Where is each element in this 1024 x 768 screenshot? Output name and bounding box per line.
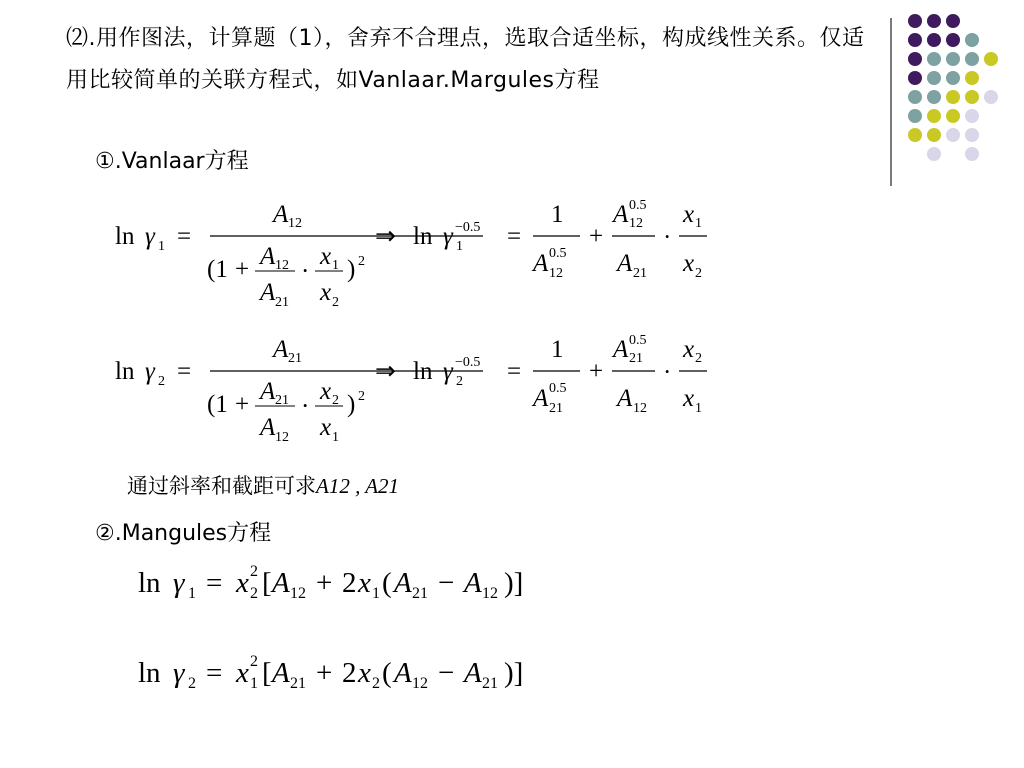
decorative-dot [927, 147, 941, 161]
svg-text:2: 2 [342, 567, 357, 599]
svg-text:12: 12 [629, 216, 643, 231]
svg-text:x: x [683, 336, 695, 363]
decorative-dot [927, 33, 941, 47]
svg-text:0.5: 0.5 [549, 381, 567, 396]
svg-text:+: + [316, 657, 333, 689]
svg-text:−0.5: −0.5 [455, 220, 481, 235]
svg-text:+: + [589, 223, 604, 250]
svg-text:2: 2 [372, 675, 380, 692]
svg-text:A: A [464, 657, 482, 689]
svg-text:x: x [683, 201, 695, 228]
svg-text:−0.5: −0.5 [455, 355, 481, 370]
decorative-dot [946, 90, 960, 104]
svg-text:21: 21 [275, 295, 289, 310]
svg-text:12: 12 [275, 430, 289, 445]
svg-text:2: 2 [695, 351, 702, 366]
svg-text:1: 1 [372, 585, 380, 602]
svg-text:A: A [617, 385, 633, 412]
svg-text:12: 12 [482, 585, 498, 602]
vanlaar-equation-2 [115, 330, 725, 455]
decorative-dot [946, 14, 960, 28]
svg-text:x: x [683, 250, 695, 277]
decorative-dot [927, 109, 941, 123]
svg-text:=: = [177, 358, 192, 385]
svg-text:x: x [320, 378, 332, 405]
svg-text:=: = [206, 657, 223, 689]
svg-text:(1: (1 [207, 256, 228, 283]
decorative-dot [908, 90, 922, 104]
svg-text:⇒: ⇒ [375, 358, 396, 385]
svg-text:1: 1 [332, 430, 339, 445]
svg-text:21: 21 [290, 675, 306, 692]
svg-text:2: 2 [250, 563, 258, 580]
svg-text:1: 1 [250, 675, 258, 692]
decorative-dot [908, 14, 922, 28]
svg-text:ln: ln [115, 223, 135, 250]
svg-text:A: A [260, 243, 276, 270]
svg-text:x: x [683, 385, 695, 412]
svg-text:ln: ln [413, 223, 433, 250]
svg-text:1: 1 [551, 201, 564, 228]
svg-text:⇒: ⇒ [375, 223, 396, 250]
svg-text:)]: )] [504, 657, 524, 689]
svg-text:A: A [273, 336, 289, 363]
svg-text:γ: γ [443, 358, 453, 385]
svg-text:·: · [301, 393, 310, 420]
svg-text:2: 2 [358, 254, 365, 269]
svg-text:21: 21 [275, 393, 289, 408]
svg-text:21: 21 [288, 351, 302, 366]
vertical-divider [890, 18, 892, 186]
svg-text:12: 12 [633, 401, 647, 416]
svg-text:=: = [177, 223, 192, 250]
svg-text:1: 1 [695, 216, 702, 231]
svg-text:x: x [236, 657, 249, 689]
decorative-dot [965, 33, 979, 47]
svg-text:−: − [438, 657, 455, 689]
decorative-dot [965, 147, 979, 161]
svg-text:21: 21 [633, 266, 647, 281]
decorative-dot [908, 52, 922, 66]
svg-text:): ) [347, 391, 356, 418]
svg-text:x: x [358, 567, 371, 599]
vanlaar-equation-1 [115, 195, 725, 320]
svg-text:[: [ [262, 567, 272, 599]
decorative-dot [908, 71, 922, 85]
svg-text:2: 2 [250, 585, 258, 602]
svg-text:2: 2 [250, 653, 258, 670]
svg-text:2: 2 [342, 657, 357, 689]
svg-text:12: 12 [412, 675, 428, 692]
decorative-dot [908, 109, 922, 123]
svg-text:1: 1 [551, 336, 564, 363]
svg-text:x: x [320, 414, 332, 441]
svg-text:·: · [663, 359, 672, 386]
vanlaar-note [127, 470, 399, 500]
margules-equation-2 [138, 648, 578, 698]
decorative-dot [946, 52, 960, 66]
decorative-dot [908, 33, 922, 47]
svg-text:2: 2 [188, 675, 196, 692]
vanlaar-note-text: 通过斜率和截距可求 [127, 474, 316, 498]
svg-text:A: A [260, 279, 276, 306]
svg-text:+: + [589, 358, 604, 385]
margules-heading: ②.Mangules方程 [95, 521, 272, 546]
svg-text:γ: γ [173, 567, 185, 599]
svg-text:ln: ln [138, 567, 161, 599]
svg-text:12: 12 [549, 266, 563, 281]
svg-text:2: 2 [456, 374, 463, 389]
svg-text:21: 21 [412, 585, 428, 602]
decorative-dot [927, 71, 941, 85]
svg-text:=: = [507, 358, 522, 385]
svg-text:1: 1 [695, 401, 702, 416]
decorative-dot [927, 128, 941, 142]
svg-text:x: x [320, 243, 332, 270]
svg-text:·: · [663, 224, 672, 251]
svg-text:2: 2 [332, 393, 339, 408]
svg-text:A: A [394, 567, 412, 599]
svg-text:x: x [236, 567, 249, 599]
svg-text:0.5: 0.5 [549, 246, 567, 261]
svg-text:A: A [613, 336, 629, 363]
svg-text:21: 21 [629, 351, 643, 366]
svg-text:(: ( [382, 567, 392, 599]
svg-text:A: A [613, 201, 629, 228]
svg-text:)]: )] [504, 567, 524, 599]
svg-text:γ: γ [145, 223, 155, 250]
svg-text:=: = [206, 567, 223, 599]
svg-text:γ: γ [145, 358, 155, 385]
svg-text:A: A [272, 657, 290, 689]
svg-text:A: A [260, 378, 276, 405]
svg-text:12: 12 [288, 216, 302, 231]
decorative-dot [946, 128, 960, 142]
svg-text:A: A [464, 567, 482, 599]
decorative-dot [946, 109, 960, 123]
svg-text:(1: (1 [207, 391, 228, 418]
svg-text:A: A [533, 250, 549, 277]
svg-text:ln: ln [413, 358, 433, 385]
svg-text:0.5: 0.5 [629, 198, 647, 213]
decorative-dot [927, 52, 941, 66]
svg-text:): ) [347, 256, 356, 283]
decorative-dot [965, 52, 979, 66]
vanlaar-heading: ①.Vanlaar方程 [95, 149, 249, 174]
svg-text:γ: γ [443, 223, 453, 250]
decorative-dot [927, 90, 941, 104]
svg-text:0.5: 0.5 [629, 333, 647, 348]
decorative-dot-grid [908, 14, 1008, 166]
margules-equation-1 [138, 558, 578, 608]
svg-text:21: 21 [482, 675, 498, 692]
svg-text:21: 21 [549, 401, 563, 416]
svg-text:2: 2 [158, 374, 165, 389]
decorative-dot [927, 14, 941, 28]
svg-text:2: 2 [695, 266, 702, 281]
svg-text:A: A [617, 250, 633, 277]
svg-text:2: 2 [358, 389, 365, 404]
decorative-dot [984, 52, 998, 66]
svg-text:+: + [235, 256, 250, 283]
decorative-dot [946, 33, 960, 47]
decorative-dot [946, 71, 960, 85]
svg-text:12: 12 [275, 258, 289, 273]
svg-text:A: A [273, 201, 289, 228]
svg-text:2: 2 [332, 295, 339, 310]
svg-text:[: [ [262, 657, 272, 689]
decorative-dot [984, 90, 998, 104]
svg-text:+: + [316, 567, 333, 599]
svg-text:x: x [320, 279, 332, 306]
svg-text:(: ( [382, 657, 392, 689]
svg-text:ln: ln [115, 358, 135, 385]
svg-text:1: 1 [456, 239, 463, 254]
svg-text:1: 1 [332, 258, 339, 273]
decorative-dot [965, 90, 979, 104]
decorative-dot [965, 71, 979, 85]
svg-text:A: A [272, 567, 290, 599]
svg-text:A: A [533, 385, 549, 412]
svg-text:+: + [235, 391, 250, 418]
svg-text:1: 1 [158, 239, 165, 254]
svg-text:A: A [394, 657, 412, 689]
svg-text:x: x [358, 657, 371, 689]
svg-text:=: = [507, 223, 522, 250]
vanlaar-note-params: A12 , A21 [316, 474, 400, 498]
decorative-dot [965, 109, 979, 123]
svg-text:−: − [438, 567, 455, 599]
intro-paragraph: ⑵.用作图法，计算题（1），舍弃不合理点，选取合适坐标，构成线性关系。仅适用比较简单的关联方程式，如Vanlaar.Margules方程 [66, 26, 865, 93]
decorative-dot [908, 128, 922, 142]
svg-text:12: 12 [290, 585, 306, 602]
decorative-dot [965, 128, 979, 142]
svg-text:·: · [301, 258, 310, 285]
svg-text:γ: γ [173, 657, 185, 689]
svg-text:ln: ln [138, 657, 161, 689]
svg-text:1: 1 [188, 585, 196, 602]
svg-text:A: A [260, 414, 276, 441]
